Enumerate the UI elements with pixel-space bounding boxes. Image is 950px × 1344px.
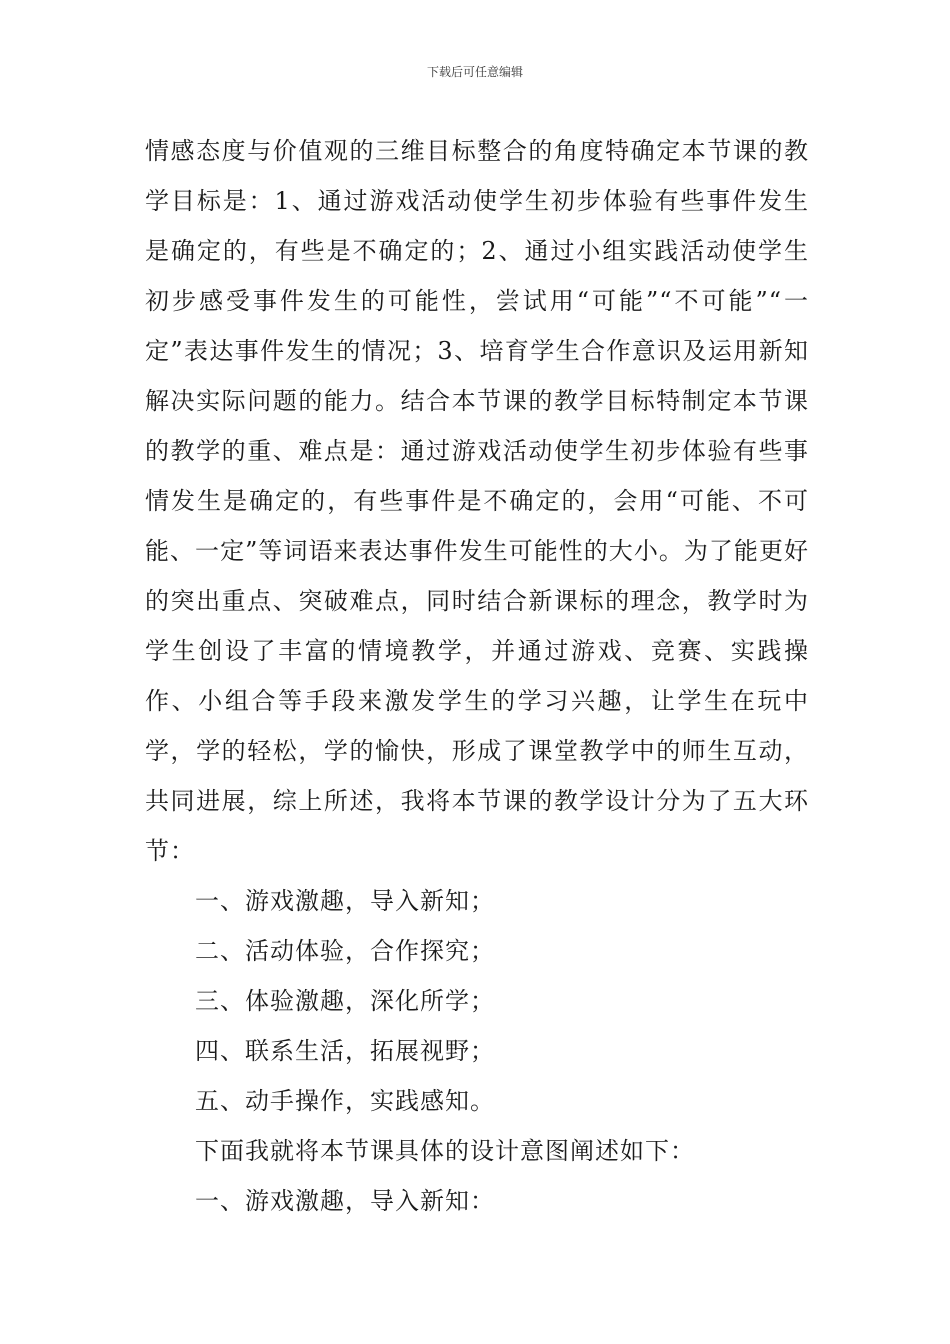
list-item-5: 五、动手操作，实践感知。 — [195, 1087, 495, 1115]
intro-sentence: 下面我就将本节课具体的设计意图阐述如下： — [195, 1137, 695, 1165]
page-header: 下载后可任意编辑 — [426, 65, 523, 79]
list-item-3: 三、体验激趣，深化所学； — [195, 987, 495, 1015]
list-item-2: 二、活动体验，合作探究； — [195, 937, 495, 965]
list-item-1: 一、游戏激趣，导入新知； — [195, 887, 495, 915]
list-item-4: 四、联系生活，拓展视野； — [195, 1037, 495, 1065]
main-paragraph: 情感态度与价值观的三维目标整合的角度特确定本节课的教学目标是：1、通过游戏活动使学生初步体验有些事件发生是确定的，有些是不确定的；2、通过小组实践活动使学生初步感受事件发生的可能性，尝试用“可能”“不可能”“一定”表达事件发生的情况；3、培育学生合作意识及运用新知解决实际问题的能力。结合本节课的教学目标特制定本节课的教学的重、难点是：通过游戏活动使学生初步体验有些事情发生是确定的，有些事件是不确定的，会用“可能、不可能、一定”等词语来表达事件发生可能性的大小。为了能更好的突出重点、突破难点，同时结合新课标的理念，教学时为学生创设了丰富的情境教学，并通过游戏、竞赛、实践操作、小组合等手段来激发学生的学习兴趣，让学生在玩中学，学的轻松，学的愉快，形成了课堂教学中的师生互动，共同进展，综上所述，我将本节课的教学设计分为了五大环节： — [145, 137, 809, 865]
document-body — [145, 126, 809, 1226]
section-heading-1: 一、游戏激趣，导入新知： — [195, 1187, 495, 1215]
